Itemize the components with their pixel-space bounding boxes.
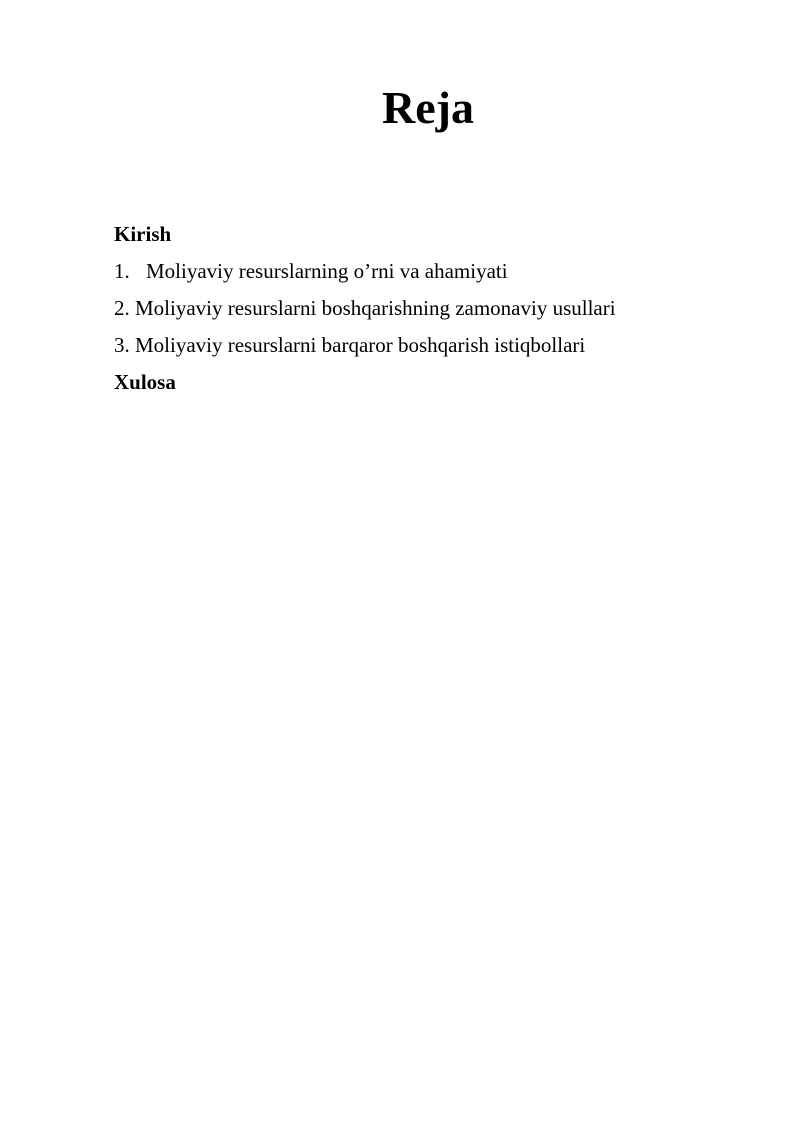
plan-item-text: Moliyaviy resurslarni barqaror boshqarish istiqbollari [135,333,586,357]
plan-item-number: 1. [114,259,130,283]
intro-heading: Kirish [114,222,172,246]
plan-list [114,216,754,401]
plan-item-3 [114,327,754,364]
plan-item-text: Moliyaviy resurslarni boshqarishning zamonaviy usullari [135,296,616,320]
plan-item-number: 3. [114,333,130,357]
plan-item-text: Moliyaviy resurslarning o’rni va ahamiyati [146,259,508,283]
plan-item-number: 2. [114,296,130,320]
conclusion-heading: Xulosa [114,370,176,394]
page-title: Reja [382,82,474,133]
plan-item-1 [114,253,754,290]
plan-item-2 [114,290,754,327]
